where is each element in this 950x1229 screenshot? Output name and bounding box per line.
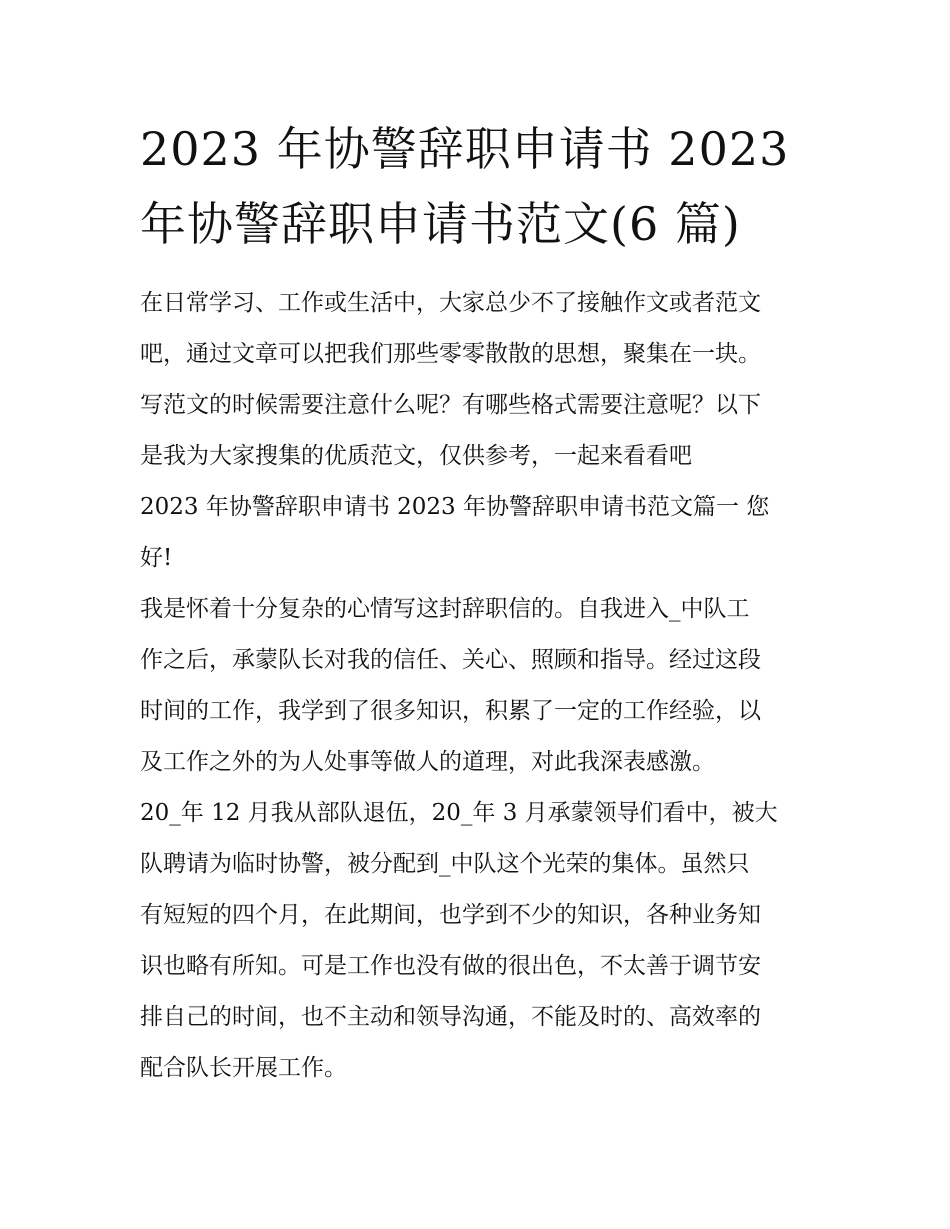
- document-page: [140, 112, 820, 1094]
- body-line: 我是怀着十分复杂的心情写这封辞职信的。自我进入_中队工: [140, 596, 750, 622]
- document-title: [140, 112, 820, 262]
- body-line: 及工作之外的为人处事等做人的道理，对此我深表感激。: [140, 749, 715, 775]
- body-line: 排自己的时间，也不主动和领导沟通，不能及时的、高效率的: [140, 1004, 761, 1030]
- document-body: [140, 278, 820, 1094]
- body-line: 有短短的四个月，在此期间，也学到不少的知识，各种业务知: [140, 902, 761, 928]
- body-line: 写范文的时候需要注意什么呢？有哪些格式需要注意呢？以下: [140, 392, 761, 418]
- body-line: 好!: [140, 545, 173, 571]
- title-line-2: 年协警辞职申请书范文(6 篇): [140, 197, 741, 251]
- body-line: 在日常学习、工作或生活中，大家总少不了接触作文或者范文: [140, 290, 761, 316]
- body-line: 识也略有所知。可是工作也没有做的很出色，不太善于调节安: [140, 953, 761, 979]
- body-line: 时间的工作，我学到了很多知识，积累了一定的工作经验，以: [140, 698, 761, 724]
- body-line: 是我为大家搜集的优质范文，仅供参考，一起来看看吧: [140, 443, 692, 469]
- body-line: 2023 年协警辞职申请书 2023 年协警辞职申请书范文篇一 您: [140, 494, 770, 520]
- title-line-1: 2023 年协警辞职申请书 2023: [140, 122, 790, 176]
- body-line: 队聘请为临时协警，被分配到_中队这个光荣的集体。虽然只: [140, 851, 750, 877]
- body-line: 吧，通过文章可以把我们那些零零散散的思想，聚集在一块。: [140, 341, 761, 367]
- body-line: 20_年 12 月我从部队退伍，20_年 3 月承蒙领导们看中，被大: [140, 800, 778, 826]
- body-line: 配合队长开展工作。: [140, 1055, 347, 1081]
- body-line: 作之后，承蒙队长对我的信任、关心、照顾和指导。经过这段: [140, 647, 761, 673]
